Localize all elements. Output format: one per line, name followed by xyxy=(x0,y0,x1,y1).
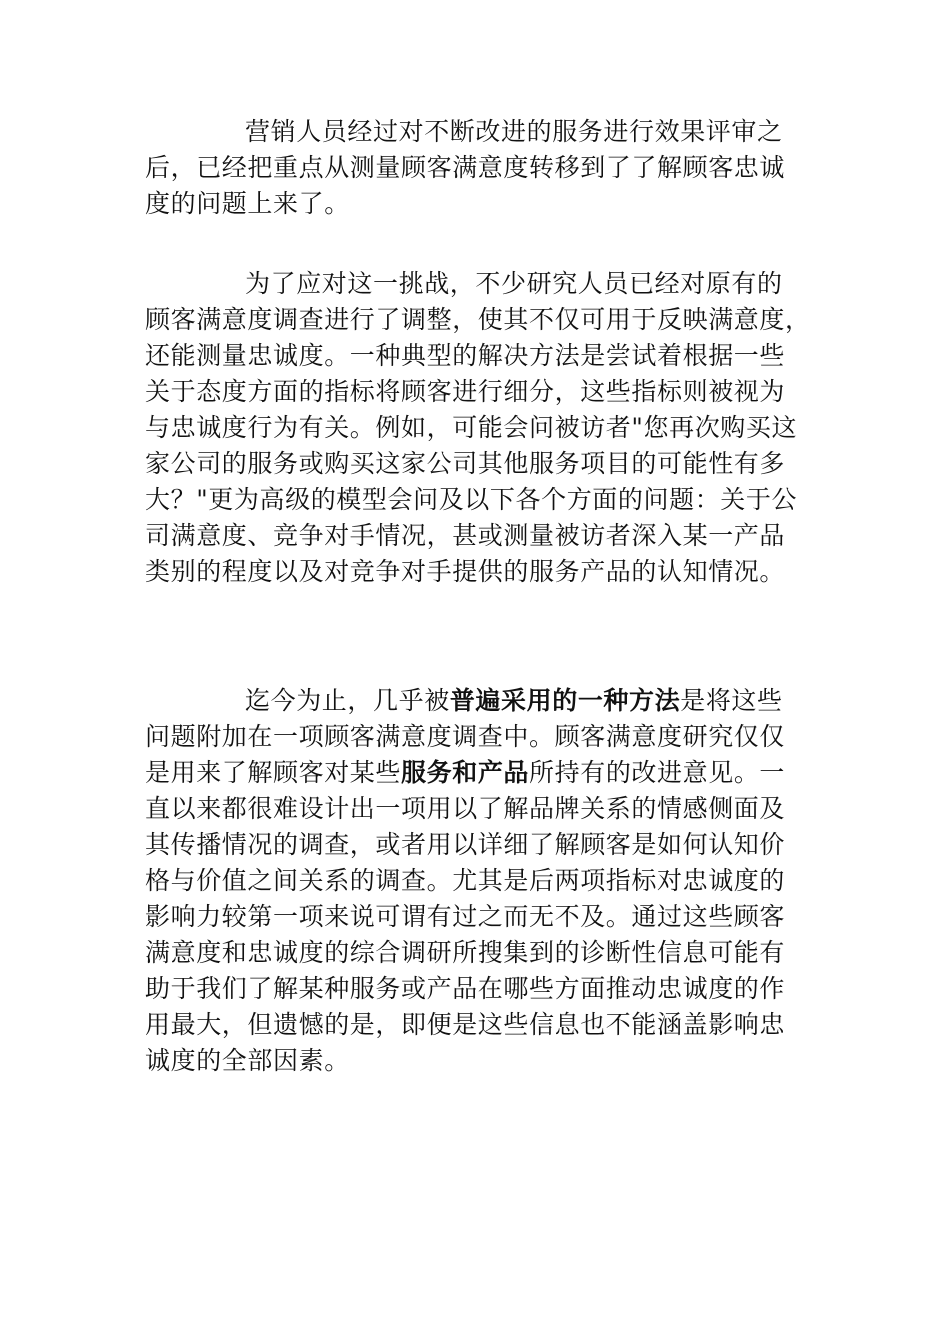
bold-phrase: 普遍采用的一种方法 xyxy=(449,686,681,715)
paragraph-line: 助于我们了解某种服务或产品在哪些方面推动忠诚度的作 xyxy=(145,974,786,1003)
paragraph-line: 问题附加在一项顾客满意度调查中。顾客满意度研究仅仅 xyxy=(145,722,786,751)
text-run: 是用来了解顾客对某些 xyxy=(145,758,402,787)
paragraph-line: 司满意度、竞争对手情况，甚或测量被访者深入某一产品 xyxy=(145,521,786,550)
paragraph-1 xyxy=(145,114,795,222)
paragraph-line: 顾客满意度调查进行了调整，使其不仅可用于反映满意度， xyxy=(145,305,811,334)
paragraph-line: 与忠诚度行为有关。例如，可能会问被访者"您再次购买这 xyxy=(145,413,798,442)
bold-phrase: 服务和产品 xyxy=(401,758,530,787)
paragraph-line: 用最大，但遗憾的是，即便是这些信息也不能涵盖影响忠 xyxy=(145,1010,786,1039)
paragraph-line: 还能测量忠诚度。一种典型的解决方法是尝试着根据一些 xyxy=(145,341,786,370)
paragraph-line: 满意度和忠诚度的综合调研所搜集到的诊断性信息可能有 xyxy=(145,938,786,967)
paragraph-line xyxy=(145,755,795,791)
paragraph-2 xyxy=(145,266,811,590)
paragraph-line xyxy=(145,683,795,719)
paragraph-line: 直以来都很难设计出一项用以了解品牌关系的情感侧面及 xyxy=(145,794,786,823)
paragraph-line: 类别的程度以及对竞争对手提供的服务产品的认知情况。 xyxy=(145,557,786,586)
paragraph-line: 影响力较第一项来说可谓有过之而无不及。通过这些顾客 xyxy=(145,902,786,931)
text-run: 迄今为止，几乎被 xyxy=(245,686,450,715)
text-run: 所持有的改进意见。一 xyxy=(529,758,786,787)
paragraph-line: 其传播情况的调查，或者用以详细了解顾客是如何认知价 xyxy=(145,830,786,859)
paragraph-line: 后，已经把重点从测量顾客满意度转移到了了解顾客忠诚 xyxy=(145,153,786,182)
paragraph-line: 家公司的服务或购买这家公司其他服务项目的可能性有多 xyxy=(145,449,786,478)
paragraph-line: 为了应对这一挑战，不少研究人员已经对原有的 xyxy=(245,269,783,298)
paragraph-line: 诚度的全部因素。 xyxy=(145,1046,350,1075)
text-run: 是将这些 xyxy=(680,686,783,715)
paragraph-line: 营销人员经过对不断改进的服务进行效果评审之 xyxy=(245,117,783,146)
paragraph-line: 度的问题上来了。 xyxy=(145,189,350,218)
paragraph-line: 格与价值之间关系的调查。尤其是后两项指标对忠诚度的 xyxy=(145,866,786,895)
paragraph-line: 大？"更为高级的模型会问及以下各个方面的问题：关于公 xyxy=(145,485,798,514)
paragraph-3 xyxy=(145,683,795,1079)
paragraph-line: 关于态度方面的指标将顾客进行细分，这些指标则被视为 xyxy=(145,377,786,406)
